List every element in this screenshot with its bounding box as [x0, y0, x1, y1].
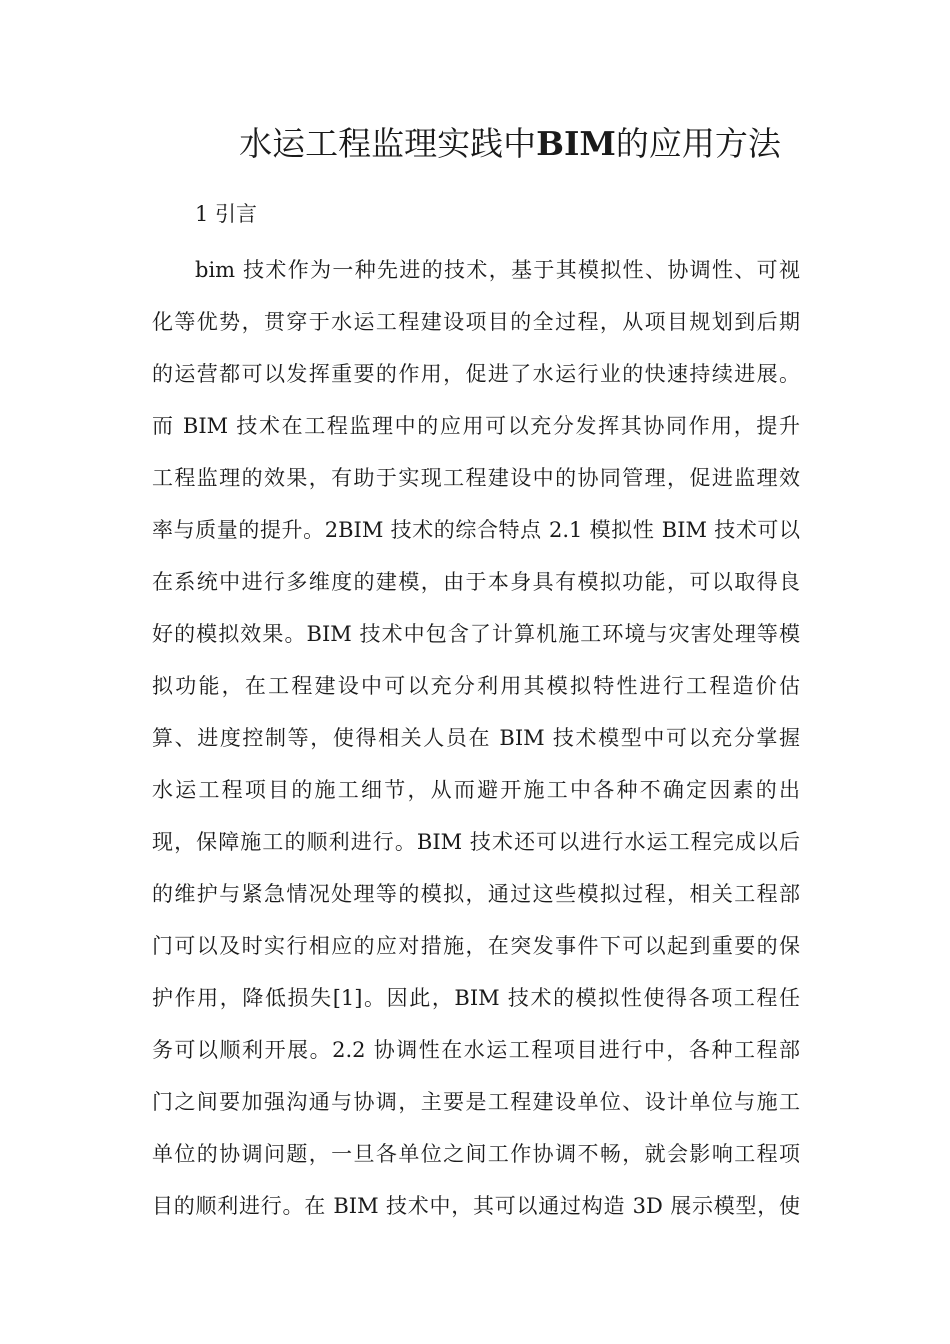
title-suffix: 的应用方法 — [615, 124, 781, 163]
body-line: 务可以顺利开展。2.2 协调性在水运工程项目进行中，各种工程部 — [152, 1038, 800, 1062]
title-bold-term: BIM — [536, 124, 616, 163]
title-prefix: 水运工程监理实践中 — [239, 124, 537, 163]
body-line: 单位的协调问题，一旦各单位之间工作协调不畅，就会影响工程项 — [152, 1142, 800, 1166]
body-line: 在系统中进行多维度的建模，由于本身具有模拟功能，可以取得良 — [152, 570, 800, 594]
body-line: 护作用，降低损失[1]。因此，BIM 技术的模拟性使得各项工程任 — [152, 986, 800, 1010]
body-line: 工程监理的效果，有助于实现工程建设中的协同管理，促进监理效 — [152, 466, 800, 490]
body-line: 的维护与紧急情况处理等的模拟，通过这些模拟过程，相关工程部 — [152, 882, 800, 906]
body-line: 目的顺利进行。在 BIM 技术中，其可以通过构造 3D 展示模型，使 — [152, 1194, 800, 1218]
body-line: 率与质量的提升。2BIM 技术的综合特点 2.1 模拟性 BIM 技术可以 — [152, 518, 800, 542]
body-line: 现，保障施工的顺利进行。BIM 技术还可以进行水运工程完成以后 — [152, 830, 800, 854]
body-line: 门之间要加强沟通与协调，主要是工程建设单位、设计单位与施工 — [152, 1090, 800, 1114]
document-title — [0, 118, 950, 170]
body-line: 算、进度控制等，使得相关人员在 BIM 技术模型中可以充分掌握 — [152, 726, 800, 750]
body-line: 拟功能，在工程建设中可以充分利用其模拟特性进行工程造价估 — [152, 674, 800, 698]
section-heading: 1 引言 — [195, 202, 258, 226]
body-line: 门可以及时实行相应的应对措施，在突发事件下可以起到重要的保 — [152, 934, 800, 958]
body-line: 好的模拟效果。BIM 技术中包含了计算机施工环境与灾害处理等模 — [152, 622, 800, 646]
body-line: 而 BIM 技术在工程监理中的应用可以充分发挥其协同作用，提升 — [152, 414, 800, 438]
body-line: bim 技术作为一种先进的技术，基于其模拟性、协调性、可视 — [195, 258, 800, 282]
body-line: 水运工程项目的施工细节，从而避开施工中各种不确定因素的出 — [152, 778, 800, 802]
body-line: 的运营都可以发挥重要的作用，促进了水运行业的快速持续进展。 — [152, 362, 800, 386]
body-text — [152, 244, 800, 1232]
body-line: 化等优势，贯穿于水运工程建设项目的全过程，从项目规划到后期 — [152, 310, 800, 334]
